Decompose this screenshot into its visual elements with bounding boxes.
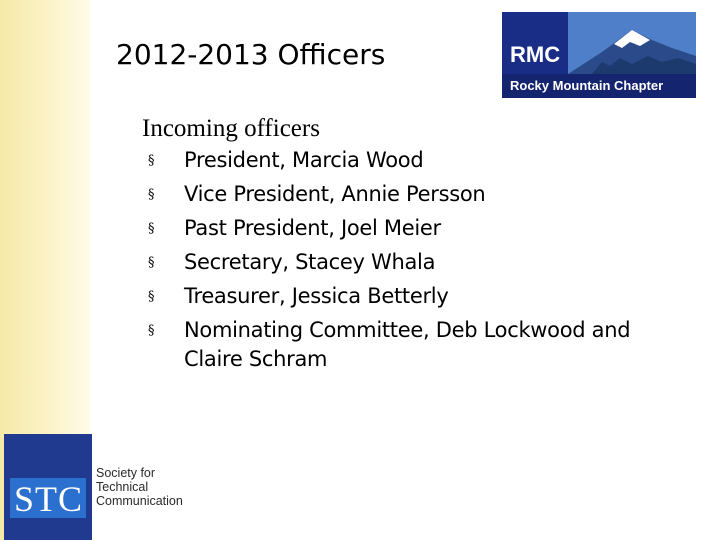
bullet-icon: § [148,153,155,168]
stc-logo-box [4,434,92,540]
officer-text: President, Marcia Wood [184,148,424,172]
list-item [148,146,678,175]
bullet-icon: § [148,221,155,236]
officer-text: Secretary, Stacey Whala [184,250,436,274]
stc-name-line: Technical [96,480,149,494]
list-item [148,282,678,311]
bullet-icon: § [148,323,155,338]
list-item [148,248,678,277]
officer-text: Treasurer, Jessica Betterly [184,284,449,308]
officer-text: Past President, Joel Meier [184,216,441,240]
section-heading: Incoming officers [142,115,320,142]
bullet-icon: § [148,255,155,270]
bullet-icon: § [148,187,155,202]
stc-logo [4,434,192,540]
stc-name-line: Communication [96,494,183,508]
rmc-logo [502,12,696,98]
list-item [148,180,678,209]
officer-list [148,146,678,379]
bullet-icon: § [148,289,155,304]
rmc-abbreviation: RMC [510,42,561,67]
stc-name-line: Society for [96,466,156,480]
stc-letters: STC [14,479,84,519]
list-item [148,316,678,374]
rmc-chapter-name: Rocky Mountain Chapter [510,78,664,93]
officer-text: Nominating Committee, Deb Lockwood and Claire Schram [184,318,631,371]
officer-text: Vice President, Annie Persson [184,182,486,206]
list-item [148,214,678,243]
stc-society-name [96,466,196,508]
slide-title: 2012-2013 Officers [116,38,386,71]
